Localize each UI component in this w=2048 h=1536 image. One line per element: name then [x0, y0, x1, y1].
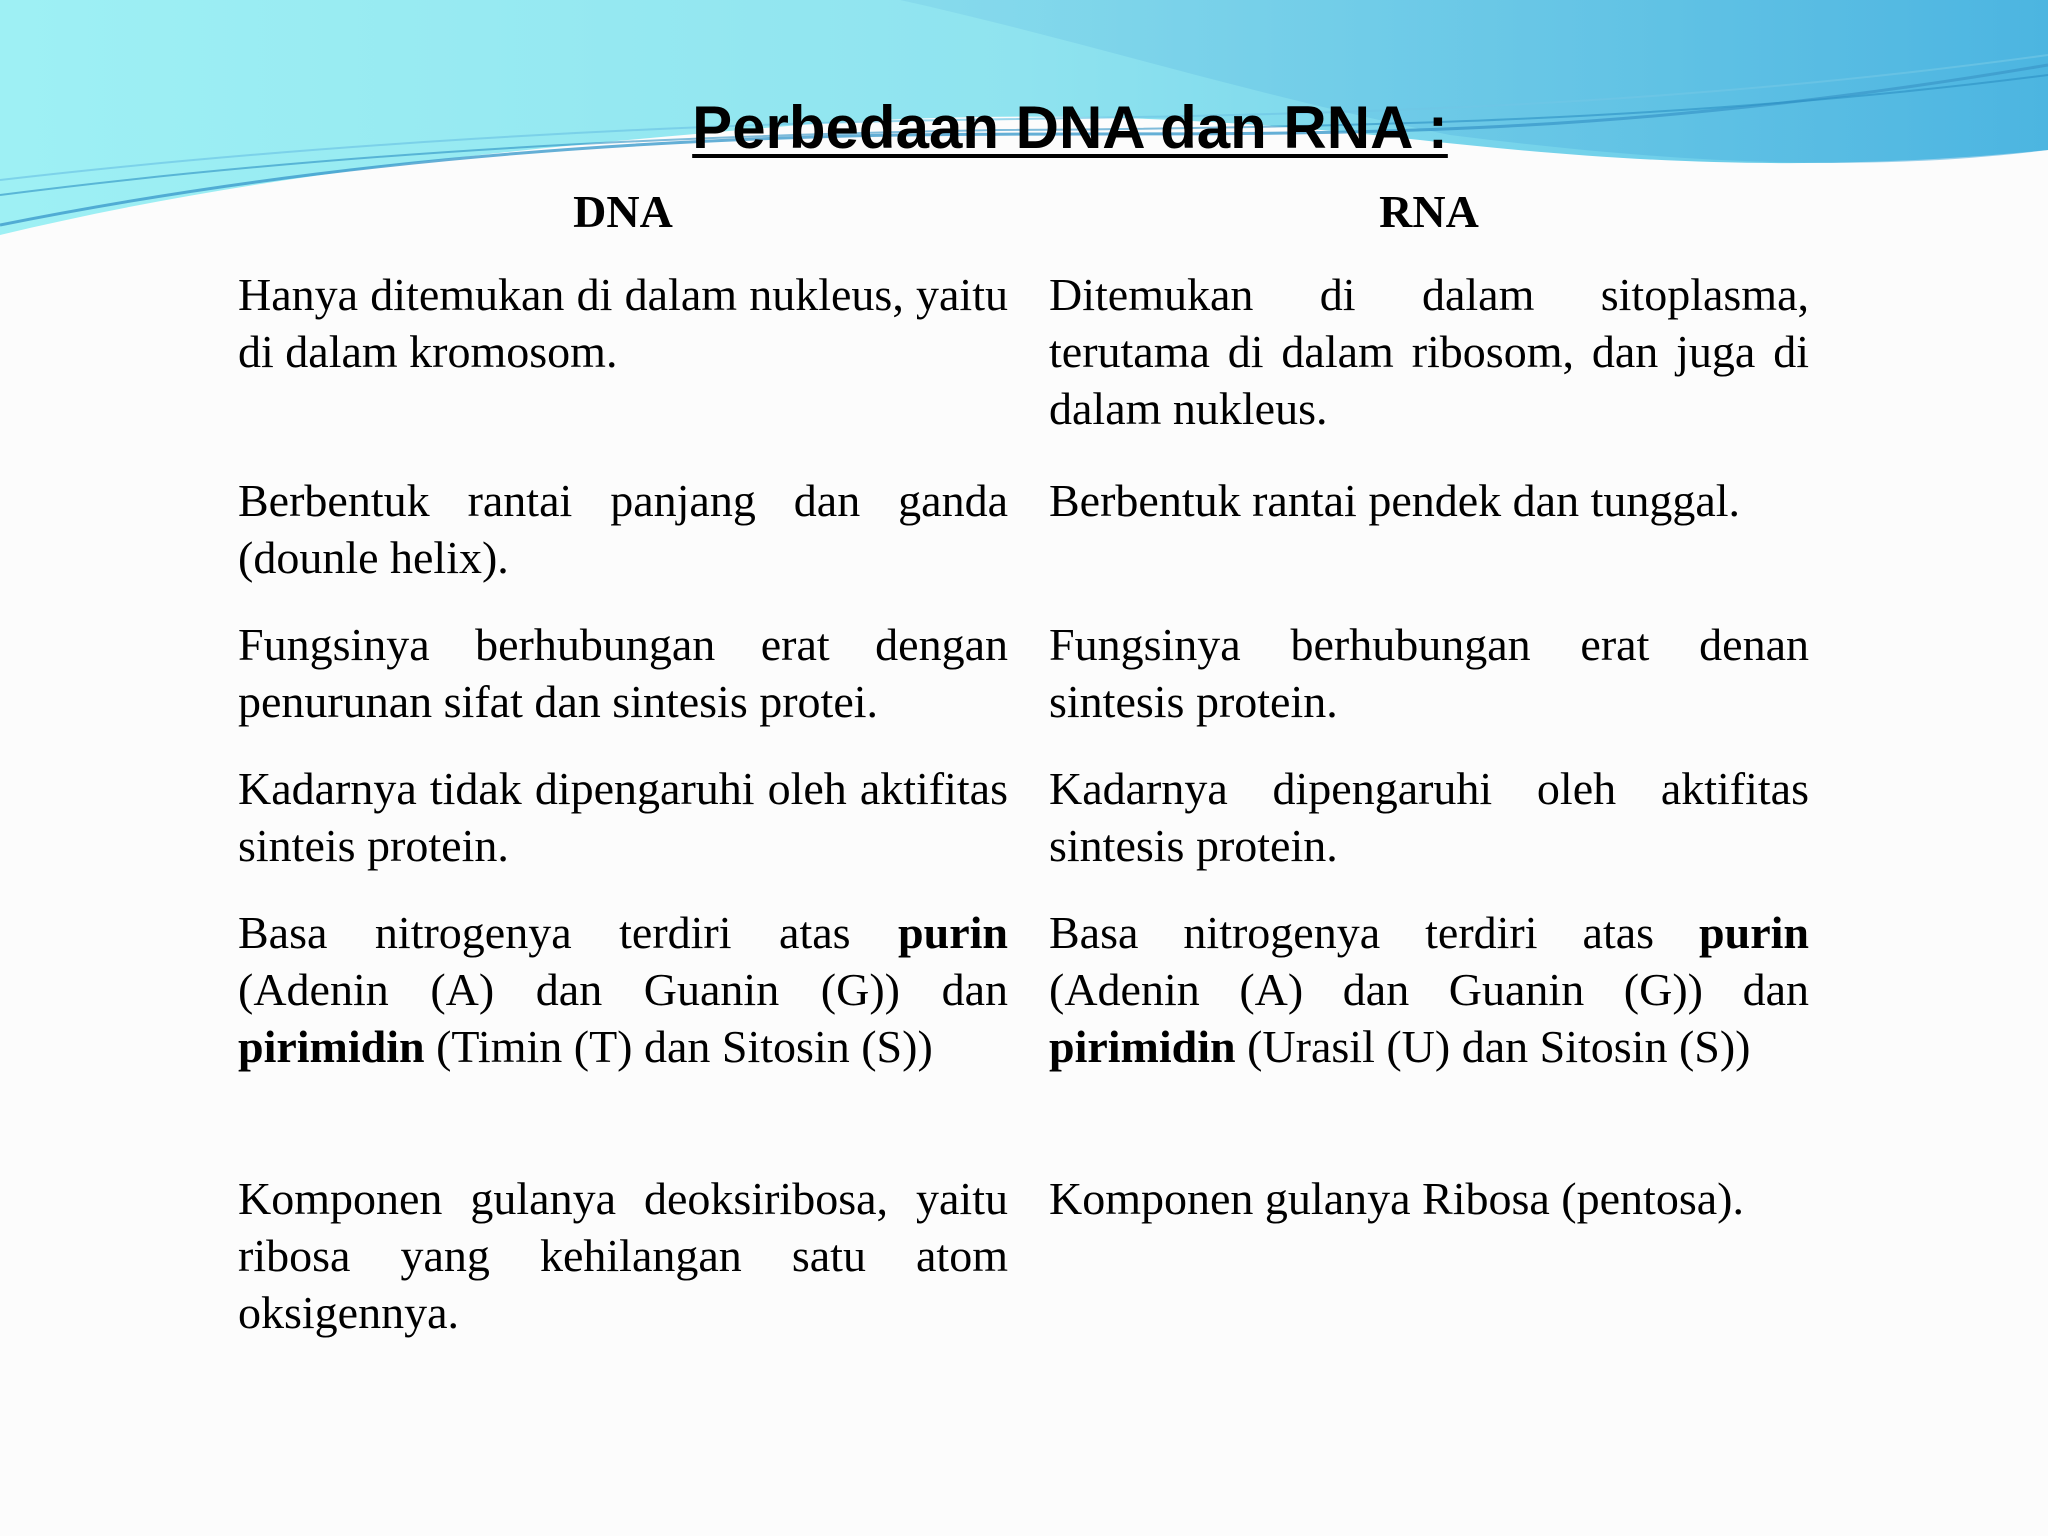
table-row [238, 266, 1809, 437]
dna-cell-shape: Berbentuk rantai panjang dan ganda (dounle helix). [238, 475, 1008, 583]
dna-bases-pirimidin: pirimidin [238, 1021, 425, 1072]
table-row [238, 472, 1809, 586]
rna-bases-pirimidin: pirimidin [1049, 1021, 1236, 1072]
dna-cell-location: Hanya ditemukan di dalam nukleus, yaitu di dalam kromosom. [238, 269, 1008, 377]
rna-cell-bases [1049, 904, 1809, 1075]
rna-cell-shape: Berbentuk rantai pendek dan tunggal. [1049, 475, 1741, 526]
rna-cell-level: Kadarnya dipengaruhi oleh aktifitas sintesis protein. [1049, 763, 1809, 871]
dna-cell-function: Fungsinya berhubungan erat dengan penurunan sifat dan sintesis protei. [238, 619, 1008, 727]
table-row [238, 1170, 1809, 1341]
rna-bases-text-3: (Urasil (U) dan Sitosin (S)) [1235, 1021, 1751, 1072]
rna-bases-purin: purin [1699, 907, 1809, 958]
slide-title: Perbedaan DNA dan RNA : [692, 94, 1448, 161]
dna-cell-level: Kadarnya tidak dipengaruhi oleh aktifitas sinteis protein. [238, 763, 1008, 871]
dna-bases-text-3: (Timin (T) dan Sitosin (S)) [424, 1021, 933, 1072]
column-header-dna: DNA [573, 186, 673, 237]
rna-cell-function: Fungsinya berhubungan erat denan sintesis protein. [1049, 619, 1809, 727]
rna-bases-text-1: Basa nitrogenya terdiri atas [1049, 907, 1700, 958]
rna-bases-text-2: (Adenin (A) dan Guanin (G)) dan [1049, 964, 1809, 1015]
table-row [238, 904, 1809, 1075]
table-row [238, 760, 1809, 874]
dna-bases-text-1: Basa nitrogenya terdiri atas [238, 907, 899, 958]
dna-cell-sugar: Komponen gulanya deoksiribosa, yaitu ribosa yang kehilangan satu atom oksigennya. [238, 1173, 1008, 1338]
dna-bases-purin: purin [898, 907, 1008, 958]
table-row [238, 616, 1809, 730]
rna-cell-sugar: Komponen gulanya Ribosa (pentosa). [1049, 1173, 1744, 1224]
dna-bases-text-2: (Adenin (A) dan Guanin (G)) dan [238, 964, 1008, 1015]
column-header-rna: RNA [1379, 186, 1479, 237]
dna-cell-bases [238, 904, 1008, 1075]
rna-cell-location: Ditemukan di dalam sitoplasma, terutama di dalam ribosom, dan juga di dalam nukleus. [1049, 269, 1809, 434]
